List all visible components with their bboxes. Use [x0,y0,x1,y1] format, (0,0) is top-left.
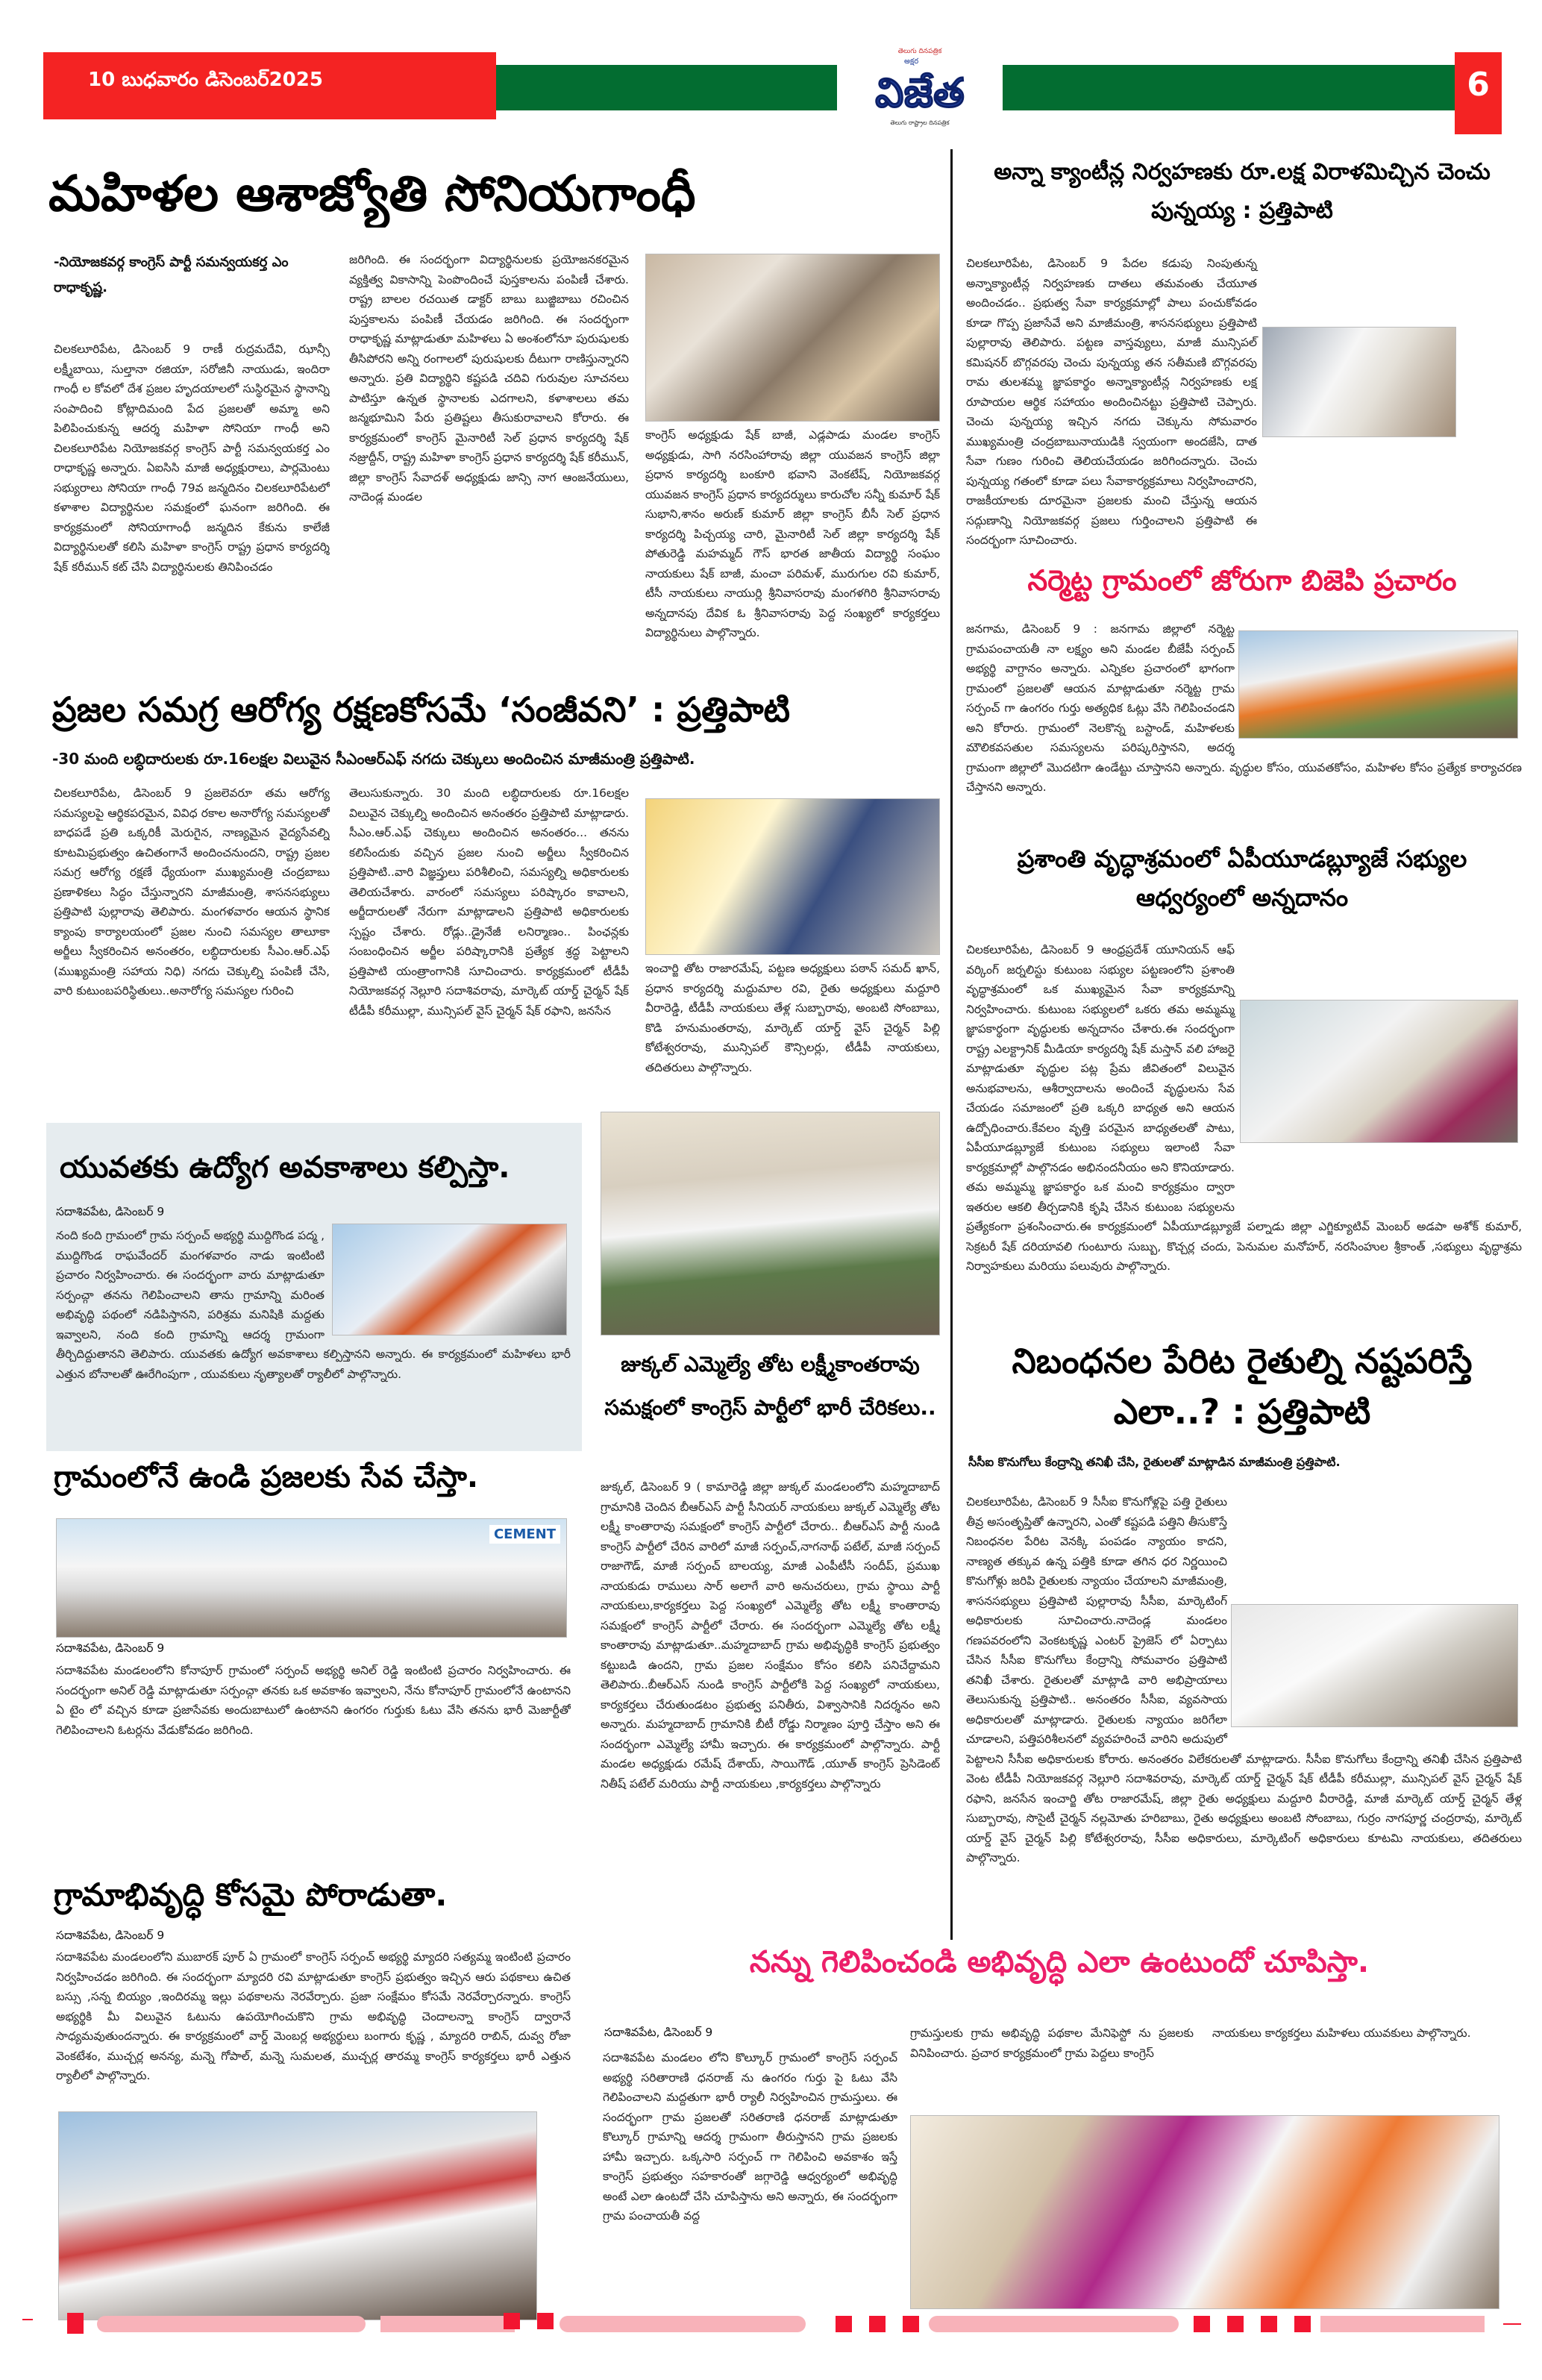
article-text-content: నంది కంది గ్రామంలో గ్రామ సర్పంచ్ అభ్యర్థి ముద్దిగొండ పద్మ , ముద్దిగొండ రాఘవేందర్ మంగళవారం నాడు ఇంటింటి ప్రచారం నిర్వహించారు. ఈ సందర్భంగా వారు మాట్లాడుతూ సర్పంచ్గా తనను గెలిపించాలని తాను గ్రామాన్ని మరింత అభివృద్ధి పథంలో నడిపిస్తానని, పరిశ్రమ మనిషికి మద్దతు ఇవ్వాలని, నంది కంది గ్రామాన్ని ఆదర్శ గ్రామంగా తీర్చిదిద్దుతానని తెలిపారు. యువతకు ఉద్యోగ అవకాశాలు కల్పిస్తానని అన్నారు. ఈ కార్యక్రమంలో మహిళలు భారీ ఎత్తున బోనాలతో ఊరేగింపుగా , యువకులు నృత్యాలతో ర్యాలీలో పాల్గొన్నారు. [56,1229,571,1381]
subheadline: సీసీఐ కొనుగోలు కేంద్రాన్ని తనిఖీ చేసి, రైతులతో మాట్లాడిన మాజీమంత్రి ప్రత్తిపాటి. [968,1455,1341,1469]
logo-subtitle: తెలుగు రాష్ట్రాల దినపత్రిక [890,119,950,126]
footer-decoration [22,2313,1522,2335]
article-text [966,254,1522,548]
photo-rally [56,1518,567,1638]
article-text: కాంగ్రెస్ అధ్యక్షుడు షేక్ బాజీ, ఎడ్లపాడు మండల కాంగ్రెస్ అధ్యక్షుడు, సాగి నరసింహారావు జిల్లా యువజన కాంగ్రెస్ జిల్లా ప్రధాన కార్యదర్శి బంకూరి భవాని వెంకటేష్, నియోజకవర్గ యువజన కాంగ్రెస్ ప్రధాన కార్యదర్శులు కారుచోల సన్నీ కుమార్ షేక్ సుభాని,శానం అరుణ్ కుమార్ జిల్లా కాంగ్రెస్ బీసీ సెల్ ప్రధాన కార్యదర్శి పిచ్చయ్య చారి, మైనారిటీ సెల్ జిల్లా కార్యదర్శి షేక్ పోతురెడ్డి మహమ్మద్ గౌస్ భారత జాతీయ విద్యార్థి సంఘం నాయకులు షేక్ బాజీ, మంచా పరిమళ్, మురుగుల రవి కుమార్, టీసీ నాయకులు నాయుర్లి శ్రీనివాసరావు మంగళగిరి శ్రీనివాసరావు అన్నదానపు దేవిక ఓ శ్రీనివాసరావు పెద్ద సంఖ్యలో కార్యకర్తలు విద్యార్థినులు పాల్గొన్నారు. [645,428,940,639]
article-text: చిలకలూరిపేట, డిసెంబర్ 9 రాణీ రుద్రమదేవి, ఝాన్సీ లక్ష్మీబాయి, సుల్తానా రజియా, సరోజినీ నాయుడు, ఇందిరా గాంధీ ల కోవలో దేశ ప్రజల హృదయాలలో సుస్థిరమైన స్థానాన్ని సంపాదించి కోట్లాదిమంది పేద ప్రజలతో అమ్మా అని పిలిపించుకున్న ఆదర్శ మహిళా సోనియా గాంధీ అని చిలకలూరిపేట నియోజకవర్గ కాంగ్రెస్ పార్టీ సమన్వయకర్త ఎం రాధాకృష్ణ అన్నారు. ఏఐసిసి మాజీ అధ్యక్షురాలు, పార్లమెంటు సభ్యురాలు సోనియా గాంధీ 79వ జన్మదినం చిలకలూరిపేటలో కళాశాల విద్యార్థినుల సమక్షంలో ఘనంగా జరిగింది. ఈ కార్యక్రమంలో సోనియాగాంధీ జన్మదిన కేకును కాలేజీ విద్యార్థినులతో కలిసి మహిళా కాంగ్రెస్ రాష్ట్ర ప్రధాన కార్యదర్శి షేక్ కరీమున్ కట్ చేసి విద్యార్థినులకు తినిపించడం [54,342,330,574]
article-text [966,619,1522,821]
article-text-content: జనగామ, డిసెంబర్ 9 : జనగామ జిల్లాలో నర్మెట్ట గ్రామపంచాయతీ నా లక్ష్యం అని మండల బీజేపీ సర్పంచ్ అభ్యర్థి వాగ్దానం అన్నారు. ఎన్నికల ప్రచారంలో భాగంగా గ్రామంలో ప్రజలతో ఆయన మాట్లాడుతూ నర్మెట్ట గ్రామ సర్పంచ్ గా ఉంగరం గుర్తు అత్యధిక ఓట్లు వేసి గెలిపించండని అని కోరారు. గ్రామంలో నెలకొన్న బస్టాండ్, మహిళలకు మౌలికవసతుల సమస్యలను పరిష్కరిస్తానని, అదర్శ గ్రామంగా జిల్లాలో మొదటిగా ఉండేట్టు చూస్తానని అన్నారు. వృద్ధుల కోసం, యువతకోసం, మహిళల కోసం ప్రత్యేక కార్యాచరణ చేస్తానని అన్నారు. [966,622,1522,794]
issue-date: 10 బుధవారం డిసెంబర్2025 [88,69,323,91]
page-number: 6 [1455,52,1502,134]
date-banner [43,52,496,119]
article-text: ఇంచార్జి తోట రాజారమేష్, పట్టణ అధ్యక్షులు పఠాన్ సమద్ ఖాన్, ప్రధాన కార్యదర్శి మద్దుమాల రవి, రైతు అధ్యక్షులు మద్దూరి వీరారెడ్డి, టీడీపీ నాయకులు తేళ్ల సుబ్బారావు, అంబటి సోంబాబు, కొడి హనుమంతరావు, మార్కెట్ యార్డ్ వైస్ చైర్మన్ పిల్లి కోటేశ్వరరావు, మున్సిపల్ కౌన్సిలర్లు, టీడీపీ నాయకులు, తదితరులు పాల్గొన్నారు. [645,962,940,1074]
headline-show-development: నన్ను గెలిపించండి అభివృద్ధి ఎలా ఉంటుందో చూపిస్తా. [749,1945,1370,1979]
article-text: జరిగింది. ఈ సందర్భంగా విద్యార్థినులకు ప్రయోజనకరమైన వ్యక్తిత్వ వికాసాన్ని పెంపొందించే పుస్తకాలను పంపిణీ చేశారు. రాష్ట్ర బాలల రచయిత డాక్టర్ బాబు బుజ్జిబాబు రచించిన పుస్తకాలను పంపిణీ చేయడం జరిగింది. ఈ సందర్భంగా రాధాకృష్ణ మాట్లాడుతూ మహిళలు ఏ అంశంలోనూ పురుషులకు తీసిపోరని అన్ని రంగాలలో పురుషులకు దీటుగా రాణిస్తున్నారని అన్నారు. ప్రతి విద్యార్థిని కష్టపడి చదివి గురువుల సూచనలు పాటిస్తూ ఉన్నత స్థానాలకు ఎదగాలని, కళాశాలలు తమ జన్మభూమిని పేరు ప్రతిష్టలు తీసుకురావాలని కోరారు. ఈ కార్యక్రమంలో కాంగ్రెస్ మైనారిటీ సెల్ ప్రధాన కార్యదర్శి షేక్ నజ్రుద్దీన్, రాష్ట్ర మహిళా కాంగ్రెస్ ప్రధాన కార్యదర్శి షేక్ కరీమున్, జిల్లా కాంగ్రెస్ సేవాదళ్ అధ్యక్షుడు జాన్సి నాగ ఆంజనేయులు, నాదెండ్ల మండల [349,253,629,504]
logo-tagline: తెలుగు దినపత్రిక [897,48,942,55]
photo-cake-cutting [645,254,940,422]
article-text [966,940,1522,1321]
headline-anna-canteen: అన్నా క్యాంటీన్ల నిర్వహణకు రూ.లక్ష విరాళమిచ్చిన చెంచు పున్నయ్య : ప్రత్తిపాటి [994,159,1491,224]
photo-crowd-rally [58,2111,537,2320]
article-text: చిలకలూరిపేట, డిసెంబర్ 9 ప్రజలెవరూ తమ ఆరోగ్య సమస్యలపై ఆర్థికపరమైన, వివిధ రకాల అనారోగ్య సమస్యలతో బాధపడే ప్రతి ఒక్కరికీ మెరుగైన, నాణ్యమైన వైద్యసేవల్ని కూటమిప్రభుత్వం ఉచితంగానే అందించనుందని, రాష్ట్ర ప్రజల సమగ్ర ఆరోగ్య రక్షణే ధ్యేయంగా ముఖ్యమంత్రి చంద్రబాబు ప్రణాళికలు సిద్ధం చేస్తున్నారని మాజీమంత్రి, శాసనసభ్యులు ప్రత్తిపాటి పుల్లారావు తెలిపారు. మంగళవారం ఆయన స్థానిక క్యాంపు కార్యాలయంలో ప్రజల నుంచి సమస్యల తాలూకా అర్జీలు స్వీకరించిన అనంతరం, లబ్ధిదారులకు సీఎం.ఆర్.ఎఫ్ (ముఖ్యమంత్రి సహాయ నిధి) నగదు చెక్కుల్ని పంపిణీ చేసి, వారి కుటుంబపరిస్థితులు..అనారోగ్య సమస్యల గురించి [54,786,330,998]
masthead-logo [837,46,1003,130]
headline-youth-jobs: యువతకు ఉద్యోగ అవకాశాలు కల్పిస్తా. [60,1150,510,1185]
dateline: సదాశివపేట, డిసెంబర్ 9 [56,1929,165,1942]
article-text: తెలుసుకున్నారు. 30 మంది లబ్ధిదారులకు రూ.16లక్షల విలువైన చెక్కుల్ని అందించిన అనంతరం ప్రత్తిపాటి మాట్లాడారు. సీఎం.ఆర్.ఎఫ్ చెక్కులు అందించిన అనంతరం... తనను కలిసేందుకు వచ్చిన ప్రజల నుంచి అర్జీలు స్వీకరించిన ప్రత్తిపాటి..వారి విజ్ఞప్తులు పరిశీలించి, సమస్యల్ని అధికారులకు తెలియచేశారు. వారంలో సమస్యలు పరిష్కారం కావాలని, అర్జీదారులతో నేరుగా మాట్లాడాలని ప్రత్తిపాటి అధికారులకు స్పష్టం చేశారు. రోడ్లు..డ్రైనేజీ లనిర్మాణం.. పింఛన్లకు సంబంధించిన అర్జీల పరిష్కారానికి ప్రత్యేక శ్రద్ధ పెట్టాలని ప్రత్తిపాటి యంత్రాంగానికి సూచించారు. కార్యక్రమంలో టీడీపీ నియోజకవర్గ నెల్లూరి సదాశివరావు, మార్కెట్ యార్డ్ చైర్మన్ షేక్ టీడీపీ కరీముల్లా, మున్సిపల్ వైస్ చైర్మన్ షేక్ రఫాని, జనసేన [349,786,629,1018]
photo-cheque-distribution [645,798,940,955]
article-text [56,1226,571,1442]
header-band-right [1003,65,1455,110]
article-text [966,1492,1522,1925]
headline-jukkal: జుక్కల్ ఎమ్మెల్యే తోట లక్ష్మీకాంతరావు సమక్షంలో కాంగ్రెస్ పార్టీలో భారీ చేరికలు.. [604,1352,936,1420]
article-text: సదాశివపేట మండలం లోని కొల్కూర్ గ్రామంలో కాంగ్రెస్ సర్పంచ్ అభ్యర్థి సరితారాణి ధనరాజ్ ను ఉంగరం గుర్తు పై ఓటు వేసి గెలిపించాలని మద్దతుగా భారీ ర్యాలీ నిర్వహించిన గ్రామస్తులు. ఈ సందర్భంగా గ్రామ ప్రజలతో సరితరాణి ధనరాజ్ మాట్లాడుతూ కొల్కూర్ గ్రామాన్ని ఆదర్శ గ్రామంగా తీరుస్తానని గ్రామ ప్రజలకు హామీ ఇచ్చారు. ఒక్కసారి సర్పంచ్ గా గెలిపించి అవకాశం ఇస్తే కాంగ్రెస్ ప్రభుత్వం సహకారంతో జగ్గారెడ్డి ఆధ్వర్యంలో అభివృద్ధి అంటే ఎలా ఉంటదో చేసి చూపిస్తాను అని అన్నారు, ఈ సందర్భంగా గ్రామ పంచాయతీ వద్ద [603,2051,897,2223]
headline-village-development: గ్రామాభివృద్ధి కోసమై పోరాడుతా. [54,1876,448,1913]
subheadline: -30 మంది లబ్ధిదారులకు రూ.16లక్షల విలువైన సీఎంఆర్ఎఫ్ నగదు చెక్కులు అందించిన మాజీమంత్రి ప్రత్తిపాటి. [52,750,695,768]
logo-name: విజేత [875,69,965,116]
headline-farmers: నిబంధనల పేరిట రైతుల్ని నష్టపరిస్తే ఎలా..? : ప్రత్తిపాటి [1012,1341,1473,1432]
header-band-left [496,65,837,110]
headline-service: గ్రామంలోనే ఉండి ప్రజలకు సేవ చేస్తా. [54,1460,479,1494]
article-text: గ్రామస్తులకు గ్రామ అభివృద్ధి పథకాల మేనిఫెస్టో ను ప్రజలకు వినిపించారు. ప్రచార కార్యక్రమంలో గ్రామ పెద్దలు కాంగ్రెస్ [910,2026,1194,2060]
article-text: నాయకులు కార్యకర్తలు మహిళలు యువకులు పాల్గొన్నారు. [1212,2026,1471,2040]
headline-bjp-campaign: నర్మెట్ట గ్రామంలో జోరుగా బిజెపి ప్రచారం [1027,564,1457,597]
dateline: సదాశివపేట, డిసెంబర్ 9 [604,2026,713,2039]
byline: -నియోజకవర్గ కాంగ్రెస్ పార్టీ సమన్వయకర్త ఎం రాధాకృష్ణ. [54,254,289,295]
article-text-content: చిలకలూరిపేట, డిసెంబర్ 9 ఆంధ్రప్రదేశ్ యూనియన్ ఆఫ్ వర్కింగ్ జర్నలిస్టు కుటుంబ సభ్యుల పట్టణంలోని ప్రశాంతి వృద్ధాశ్రమంలో ఒక ముఖ్యమైన సేవా కార్యక్రమాన్ని నిర్వహించారు. కుటుంబ సభ్యులలో ఒకరు తమ అమ్మమ్మ జ్ఞాపకార్థంగా వృద్ధులకు అన్నదానం చేశారు.ఈ సందర్భంగా రాష్ట్ర ఎలక్ట్రానిక్ మీడియా కార్యదర్శి షేక్ మస్తాన్ వలి హాజరై మాట్లాడుతూ వృద్ధుల పట్ల ప్రేమ జీవితంలో విలువైన అనుభవాలను, ఆశీర్వాదాలను అందించే వృద్ధులను సేవ చేయడం సమాజంలో ప్రతి ఒక్కరి బాధ్యత అని ఆయన ఉద్బోధించారు.కేవలం వృత్తి పరమైన బాధ్యతలతో పాటు, ఏపీయూడబ్ల్యూజే కుటుంబ సభ్యులు ఇలాంటి సేవా కార్యక్రమాల్లో పాల్గొనడం అభినందనీయం అని కొనియాడారు. తమ అమ్మమ్మ జ్ఞాపకార్థం ఒక మంచి కార్యక్రమం ద్వారా ఇతరుల ఆకలి తీర్చడానికి కృషి చేసిన కుటుంబ సభ్యులను ప్రత్యేకంగా ప్రశంసించారు.ఈ కార్యక్రమంలో ఏపీయూడబ్ల్యూజే పల్నాడు జిల్లా ఎగ్జిక్యూటివ్ మెంబర్ అడపా అశోక్ కుమార్, సెక్రటరీ షేక్ దరియావలి గుంటూరు సుబ్బు, కొచ్చర్ల చందు, పెనుమల మనోహర్, నరసింహుల శ్రీకాంత్ ,సభ్యులు వృద్ధాశ్రమ నిర్వాహకులు మరియు పలువురు పాల్గొన్నారు. [966,943,1522,1273]
article-text: సదాశివపేట మండలంలోని ముబారక్ పూర్ ఏ గ్రామంలో కాంగ్రెస్ సర్పంచ్ అభ్యర్థి మ్యాదరి సత్యమ్మ ఇంటింటి ప్రచారం నిర్వహించడం జరిగింది. ఈ సందర్భంగా మ్యాదరి రవి మాట్లాడుతూ కాంగ్రెస్ ప్రభుత్వం ఇచ్చిన ఆరు పథకాలు ఉచిత బస్సు ,సన్న బియ్యం ,ఇందిరమ్మ ఇల్లు పథకాలను నెరవేర్చారు. ప్రజా సంక్షేమం కోసమే నెరవేర్చారన్నారు. కాంగ్రెస్ అభ్యర్థికి మీ విలువైన ఓటును ఉపయోగించుకొని గ్రామ అభివృద్ధి చెందాలన్నా కాంగ్రెస్ ద్వారానే సాధ్యమవుతుందన్నారు. ఈ కార్యక్రమంలో వార్డ్ మెంబర్ల అభ్యర్థులు బంగారు కృష్ణ , మ్యాదరి రాబిన్, దువ్వ రోజా వెంకటేశం, ముచ్చర్ల అనన్య, మన్నె గోపాల్, మన్నె సుమలత, ముచ్చర్ల తారమ్మ కాంగ్రెస్ కార్యకర్తలు భారీ ఎత్తున ర్యాలీలో పాల్గొన్నారు. [56,1950,571,2082]
photo-joining [601,1112,940,1335]
photo-kolkur-rally [910,2115,1499,2309]
article-text-content: చిలకలూరిపేట, డిసెంబర్ 9 సీసీఐ కొనుగోళ్లపై పత్తి రైతులు తీవ్ర అసంతృప్తితో ఉన్నారని, ఎంతో కష్టపడి పత్తిని తీసుకొస్తే నిబంధనల పేరిట వెనక్కి పంపడం న్యాయం కాదని, నాణ్యత తక్కువ ఉన్న పత్తికి కూడా తగిన ధర నిర్ణయించి కొనుగోళ్లు జరిపి రైతులకు న్యాయం చేయాలని మాజీమంత్రి, శాసనసభ్యులు ప్రత్తిపాటి పుల్లారావు సీసీఐ, మార్కెటింగ్ అధికారులకు సూచించారు.నాదెండ్ల మండలం గణపవరంలోని వెంకటకృష్ణ ఎంటర్ ప్రైజెస్ లో ఏర్పాటు చేసిన సీసీఐ కొనుగోలు కేంద్రాన్ని సోమవారం ప్రత్తిపాటి తనిఖీ చేశారు. రైతులతో మాట్లాడి వారి అభిప్రాయాలు తెలుసుకున్న ప్రత్తిపాటి.. అనంతరం సీసీఐ, వ్యవసాయ అధికారులతో మాట్లాడారు. రైతులకు న్యాయం జరిగేలా చూడాలని, పత్తిపరిశీలనలో వ్యవహరించే వారిని అదుపులో పెట్టాలని సీసీఐ అధికారులకు కోరారు. అనంతరం విలేకరులతో మాట్లాడారు. సీసీఐ కొనుగోలు కేంద్రాన్ని తనిఖీ చేసిన ప్రత్తిపాటి వెంట టీడీపీ నియోజకవర్గ నెల్లూరి సదాశివరావు, మార్కెట్ యార్డ్ చైర్మన్ షేక్ టీడీపీ కరీముల్లా, మున్సిపల్ వైస్ చైర్మన్ షేక్ రఫాని, జనసేన ఇంచార్జి తోట రాజారమేష్, జిల్లా రైతు అధ్యక్షులు మద్దూరి వీరారెడ్డి, మాజీ మార్కెట్ యార్డ్ చైర్మన్ తేళ్ల సుబ్బారావు, సొసైటీ చైర్మన్ నల్లమోతు హరిబాబు, రైతు అధ్యక్షులు అంబటి సోంబాబు, గుర్రం నాగపూర్ణ చంద్రరావు, మార్కెట్ యార్డ్ వైస్ చైర్మన్ పిల్లి కోటేశ్వరరావు, సీసీఐ అధికారులు, మార్కెటింగ్ అధికారులు కూటమి నాయకులు, తదితరులు పాల్గొన్నారు. [966,1495,1522,1864]
column-divider [950,149,953,1940]
headline-sonia: మహిళల ఆశాజ్యోతి సోనియగాంధీ [48,165,696,222]
dateline: సదాశివపేట, డిసెంబర్ 9 [56,1205,165,1218]
article-text: జుక్కల్, డిసెంబర్ 9 ( కామారెడ్డి జిల్లా జుక్కల్ మండలంలోని మహ్మదాబాద్ గ్రామానికి చెందిన బీఆర్ఎస్ పార్టీ సీనియర్ నాయకులు జుక్కల్ ఎమ్మెల్యే తోట లక్ష్మీ కాంతారావు సమక్షంలో కాంగ్రెస్ పార్టీలో చేరారు.. బీఆర్ఎస్ పార్టీ నుండి కాంగ్రెస్ పార్టీలో చేరిన వారిలో మాజీ సర్పంచ్,నాగనాథ్ పటేల్, మాజీ సర్పంచ్ రాజాగౌడ్, మాజీ సర్పంచ్ బాలయ్య, మాజీ ఎంపీటీసీ సందీప్, ప్రముఖ నాయకుడు రాములు సార్ అలాగే వారి అనుచరులు, గ్రామ స్థాయి పార్టీ నాయకులు,కార్యకర్తలు పెద్ద సంఖ్యలో ఎమ్మెల్యే తోట లక్ష్మీ కాంతారావు సమక్షంలో కాంగ్రెస్ పార్టీలో చేరారు. ఈ సందర్భంగా ఎమ్మెల్యే తోట లక్ష్మీ కాంతారావు మాట్లాడుతూ..మహ్మదాబాద్ గ్రామ అభివృద్ధికి కాంగ్రెస్ ప్రభుత్వం కట్టుబడి ఉందని, గ్రామ ప్రజల సంక్షేమం కోసం కలిసి పనిచేద్దామని తెలిపారు..బీఆర్ఎస్ నుండి కాంగ్రెస్ పార్టీలోకి పెద్ద సంఖ్యలో నాయకులు, కార్యకర్తలు చేరుతుండటం ప్రభుత్వ పనితీరు, విశ్వాసానికి నిదర్శనం అని అన్నారు. మహ్మదాబాద్ గ్రామానికి బీటీ రోడ్డు నిర్మాణం పూర్తి చేస్తాం అని ఈ సందర్భంగా ఎమ్మెల్యే హామీ ఇచ్చారు. ఈ కార్యక్రమంలో పాల్గొన్నారు. పార్టీ మండల అధ్యక్షుడు రమేష్ దేశాయ్, సాయిగౌడ్ ,యూత్ కాంగ్రెస్ ప్రెసిడెంట్ నితీష్ పటేల్ మరియు పార్టీ నాయకులు ,కార్యకర్తలు పాల్గొన్నారు [601,1480,940,1791]
headline-annadanam: ప్రశాంతి వృద్ధాశ్రమంలో ఏపీయూడబ్ల్యూజే సభ్యుల ఆధ్వర్యంలో అన్నదానం [1017,845,1467,912]
cement-banner: CEMENT [489,1525,560,1544]
logo-prefix: అక్షర [904,57,919,66]
article-text-content: చిలకలూరిపేట, డిసెంబర్ 9 పేదల కడుపు నింపుతున్న అన్నాక్యాంటీన్ల నిర్వహణకు దాతలు తమవంతు చేయూత అందించడం.. ప్రభుత్వ సేవా కార్యక్రమాల్లో పాలు పంచుకోవడం కూడా గొప్ప ప్రజాసేవే అని మాజీమంత్రి, శాసనసభ్యులు ప్రత్తిపాటి పుల్లారావు తెలిపారు. పట్టణ వాస్తవ్యులు, మాజీ మున్సిపల్ కమిషనర్ బొగ్గవరపు చెంచు పున్నయ్య తన సతీమణి బొగ్గవరపు రామ తులశమ్మ జ్ఞాపకార్థం అన్నాక్యాంటీన్ల నిర్వహణకు లక్ష రూపాయల ఆర్థిక సహాయం అందించినట్టు ప్రత్తిపాటి చెప్పారు. చెంచు పున్నయ్య ఇచ్చిన నగదు చెక్కును సోమవారం ముఖ్యమంత్రి చంద్రబాబునాయుడికి స్వయంగా అందజేసి, దాత సేవా గుణం గురించి తెలియచేయడం జరిగిందన్నారు. చెంచు పున్నయ్య గతంలో కూడా పలు సేవాకార్యక్రమాలు నిర్వహించారని, రాజకీయాలకు దూరమైనా ప్రజలకు మంచి చేస్తున్న ఆయన సద్గుణాన్ని నియోజకవర్గ ప్రజలు గుర్తించాలని ప్రత్తిపాటి ఈ సందర్భంగా సూచించారు. [966,257,1257,547]
dateline: సదాశివపేట, డిసెంబర్ 9 [56,1641,165,1655]
article-text: సదాశివపేట మండలంలోని కోనాపూర్ గ్రామంలో సర్పంచ్ అభ్యర్థి అనిల్ రెడ్డి ఇంటింటి ప్రచారం నిర్వహించారు. ఈ సందర్భంగా అనిల్ రెడ్డి మాట్లాడుతూ సర్పంచ్గా తనకు ఒక అవకాశం ఇవ్వాలని, నేను కోనాపూర్ గ్రామంలోనే ఉంటానని ఏ టైం లో వచ్చిన కూడా ప్రజాసేవకు అందుబాటులో ఉంటానని ఉంగరం గుర్తుకు ఓటు వేసి తనను భారీ మెజార్టీతో గెలిపించాలని ఓటర్లను వేడుకోవడం జరిగింది. [56,1664,571,1737]
headline-sanjeevani: ప్రజల సమగ్ర ఆరోగ్య రక్షణకోసమే ‘సంజీవని’ : ప్రత్తిపాటి [52,689,791,730]
